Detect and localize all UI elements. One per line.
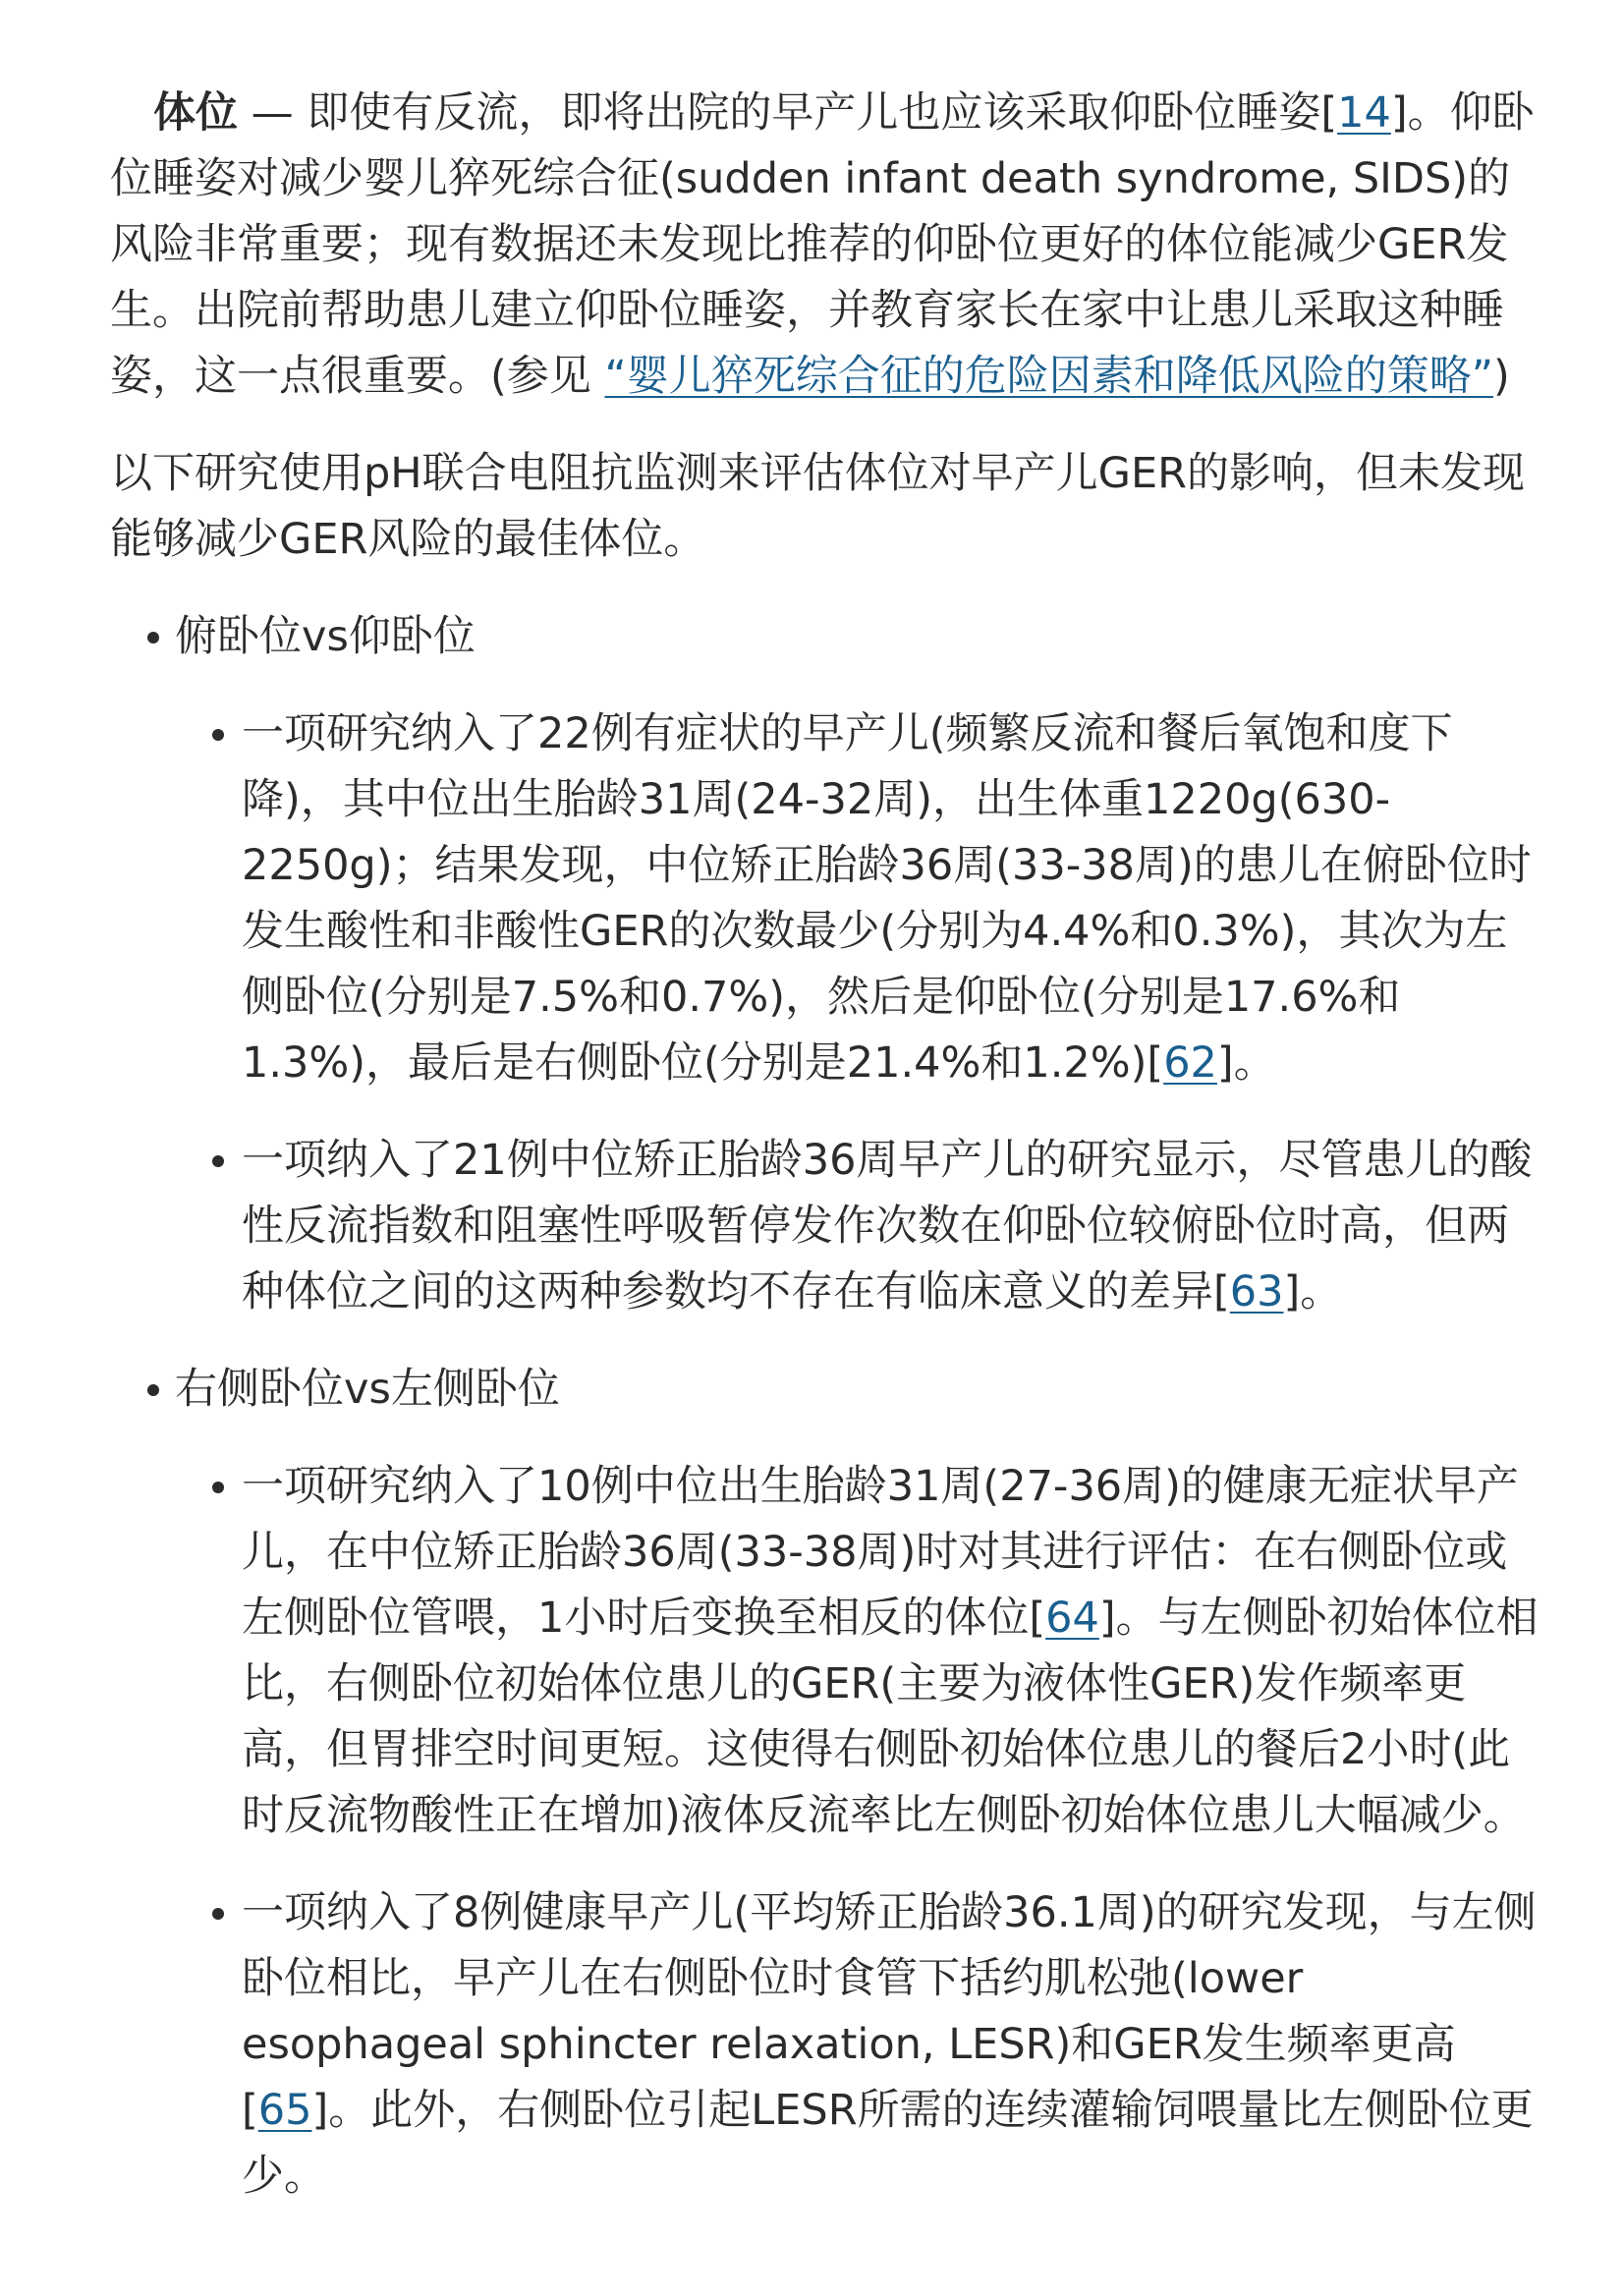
list-item-text: ]。此外，右侧卧位引起LESR所需的连续灌输饲喂量比左侧卧位更少。 xyxy=(242,2086,1534,2201)
bullet-icon xyxy=(212,1482,224,1493)
section-right-vs-left-lateral xyxy=(110,1357,1545,1423)
list-item xyxy=(110,1128,1545,1325)
topic-link-sids-risk[interactable]: “婴儿猝死综合征的危险因素和降低风险的策略” xyxy=(604,352,1494,401)
list-item-text: ]。 xyxy=(1283,1267,1343,1316)
list-item xyxy=(110,1454,1545,1849)
list-item-text: 一项纳入了8例健康早产儿(平均矫正胎龄36.1周)的研究发现，与左侧卧位相比，早产儿在右侧卧位时食管下括约肌松弛(lower esophageal sphincter relaxation, LESR)和GER发生频率更高[ xyxy=(242,1888,1537,2135)
section-heading: 右侧卧位vs左侧卧位 xyxy=(175,1365,560,1414)
section-list xyxy=(110,604,1545,2210)
paragraph-text: — 即使有反流，即将出院的早产儿也应该采取仰卧位睡姿[ xyxy=(238,88,1338,138)
paragraph-studies-intro: 以下研究使用pH联合电阻抗监测来评估体位对早产儿GER的影响，但未发现能够减少GER风险的最佳体位。 xyxy=(110,449,1525,564)
section-prone-vs-supine xyxy=(110,604,1545,670)
list-item xyxy=(110,701,1545,1096)
list-item-text: ]。与左侧卧初始体位相比，右侧卧位初始体位患儿的GER(主要为液体性GER)发作频率更高，但胃排空时间更短。这使得右侧卧初始体位患儿的餐后2小时(此时反流物酸性正在增加)液体反流率比左侧卧初始体位患儿大幅减少。 xyxy=(242,1594,1539,1840)
reference-link-65[interactable]: 65 xyxy=(257,2086,312,2135)
list-item-text: ]。 xyxy=(1216,1038,1276,1088)
bullet-icon xyxy=(147,1384,159,1396)
reference-link-64[interactable]: 64 xyxy=(1045,1594,1099,1643)
list-item-text: 一项纳入了21例中位矫正胎龄36周早产儿的研究显示，尽管患儿的酸性反流指数和阻塞性呼吸暂停发作次数在仰卧位较俯卧位时高，但两种体位之间的这两种参数均不存在有临床意义的差异[ xyxy=(242,1136,1533,1316)
reference-link-14[interactable]: 14 xyxy=(1337,88,1391,138)
list-item-text: 一项研究纳入了10例中位出生胎龄31周(27-36周)的健康无症状早产儿，在中位矫正胎龄36周(33-38周)时对其进行评估：在右侧卧位或左侧卧位管喂，1小时后变换至相反的体位[ xyxy=(242,1462,1519,1643)
reference-link-62[interactable]: 62 xyxy=(1163,1038,1217,1088)
bold-term: 体位 xyxy=(153,88,238,138)
section-heading: 俯卧位vs仰卧位 xyxy=(175,612,476,661)
paragraph-text: ) xyxy=(1493,352,1510,401)
paragraph-body-position xyxy=(110,81,1545,410)
paragraph-text: ]。仰卧位睡姿对减少婴儿猝死综合征(sudden infant death syndrome, SIDS)的风险非常重要；现有数据还未发现比推荐的仰卧位更好的体位能减少GER发生。出院前帮助患儿建立仰卧位睡姿，并教育家长在家中让患儿采取这种睡姿，这一点很重要。(参见 xyxy=(110,88,1535,401)
bullet-icon xyxy=(212,1155,224,1167)
reference-link-63[interactable]: 63 xyxy=(1229,1267,1284,1316)
bullet-icon xyxy=(212,729,224,741)
bullet-icon xyxy=(147,632,159,644)
list-item-text: 一项研究纳入了22例有症状的早产儿(频繁反流和餐后氧饱和度下降)，其中位出生胎龄31周(24-32周)，出生体重1220g(630-2250g)；结果发现，中位矫正胎龄36周(33-38周)的患儿在俯卧位时发生酸性和非酸性GER的次数最少(分别为4.4%和0.3%)，其次为左侧卧位(分别是7.5%和0.7%)，然后是仰卧位(分别是17.6%和1.3%)，最后是右侧卧位(分别是21.4%和1.2%)[ xyxy=(242,709,1532,1088)
list-item xyxy=(110,1880,1545,2210)
bullet-icon xyxy=(212,1908,224,1920)
